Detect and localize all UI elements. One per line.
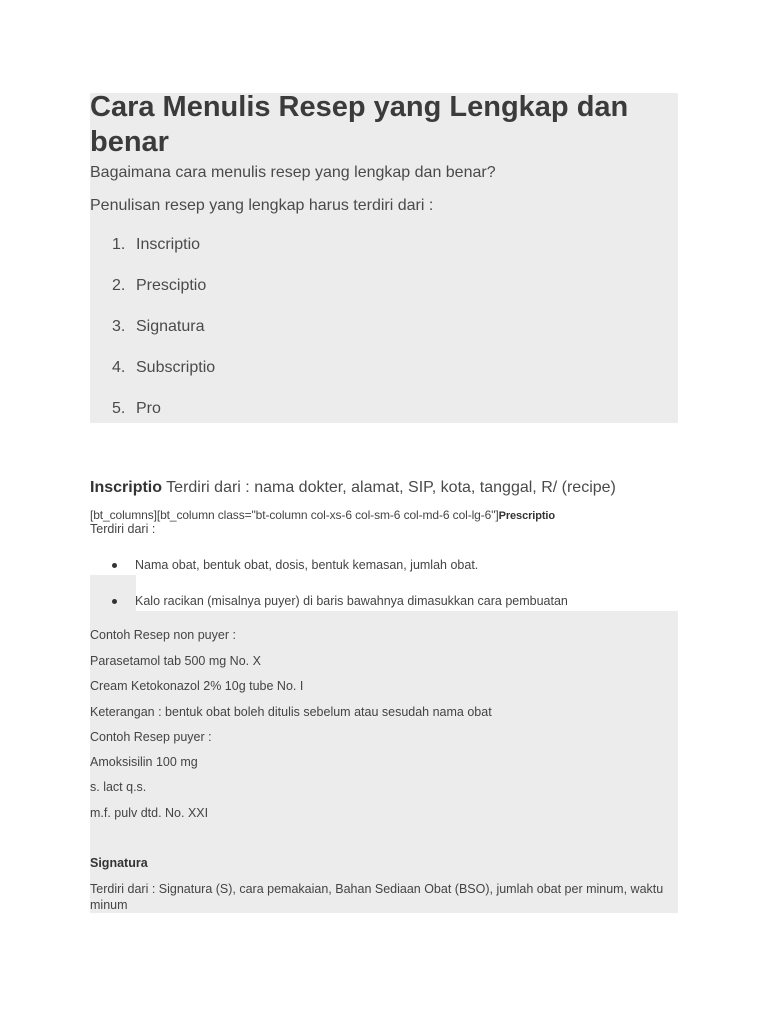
list-item: [112, 236, 215, 277]
prescriptio-heading: Prescriptio: [498, 510, 555, 522]
inscriptio-heading: Inscriptio: [90, 479, 163, 496]
inscriptio-text: Terdiri dari : nama dokter, alamat, SIP, kota, tanggal, R/ (recipe): [162, 479, 616, 496]
prescriptio-bullets: [112, 547, 568, 619]
inscriptio-paragraph: [90, 479, 616, 497]
bullet-icon: [112, 563, 117, 568]
list-label: Pro: [136, 400, 161, 417]
prescriptio-subtitle: Terdiri dari :: [90, 522, 156, 536]
prescriptio-line: [90, 508, 555, 522]
bullet-item: [112, 547, 568, 583]
shortcode-text: [bt_columns][bt_column class="bt-column col-xs-6 col-sm-6 col-md-6 col-lg-6"]: [90, 508, 499, 522]
question-text: Bagaimana cara menulis resep yang lengkap dan benar?: [90, 164, 496, 181]
signatura-heading: Signatura: [90, 856, 148, 870]
list-number: 5.: [112, 400, 126, 417]
list-number: 4.: [112, 359, 126, 376]
example-line: m.f. pulv dtd. No. XXI: [90, 806, 209, 820]
list-item: [112, 277, 215, 318]
list-number: 1.: [112, 236, 126, 253]
list-item: [112, 359, 215, 400]
intro-text: Penulisan resep yang lengkap harus terdiri dari :: [90, 197, 434, 214]
parts-list: [112, 236, 215, 441]
bullet-item: [112, 583, 568, 619]
list-number: 2.: [112, 277, 126, 294]
example-line: Contoh Resep non puyer :: [90, 628, 236, 642]
list-item: [112, 318, 215, 359]
bullet-text: Nama obat, bentuk obat, dosis, bentuk kemasan, jumlah obat.: [135, 558, 479, 572]
example-line: Keterangan : bentuk obat boleh ditulis sebelum atau sesudah nama obat: [90, 705, 492, 719]
example-line: Amoksisilin 100 mg: [90, 755, 198, 769]
bullet-icon: [112, 599, 117, 604]
list-label: Inscriptio: [136, 236, 201, 253]
signatura-text: Terdiri dari : Signatura (S), cara pemakaian, Bahan Sediaan Obat (BSO), jumlah obat per minum, waktu minum: [90, 882, 664, 912]
example-line: Contoh Resep puyer :: [90, 730, 212, 744]
list-label: Signatura: [136, 318, 205, 335]
bullet-text: Kalo racikan (misalnya puyer) di baris bawahnya dimasukkan cara pembuatan: [135, 594, 568, 608]
list-item: [112, 400, 215, 441]
list-number: 3.: [112, 318, 126, 335]
list-label: Subscriptio: [136, 359, 216, 376]
list-label: Presciptio: [136, 277, 207, 294]
example-line: Cream Ketokonazol 2% 10g tube No. I: [90, 679, 304, 693]
example-line: Parasetamol tab 500 mg No. X: [90, 654, 261, 668]
page-title: Cara Menulis Resep yang Lengkap dan benar: [90, 91, 629, 158]
example-line: s. lact q.s.: [90, 780, 147, 794]
